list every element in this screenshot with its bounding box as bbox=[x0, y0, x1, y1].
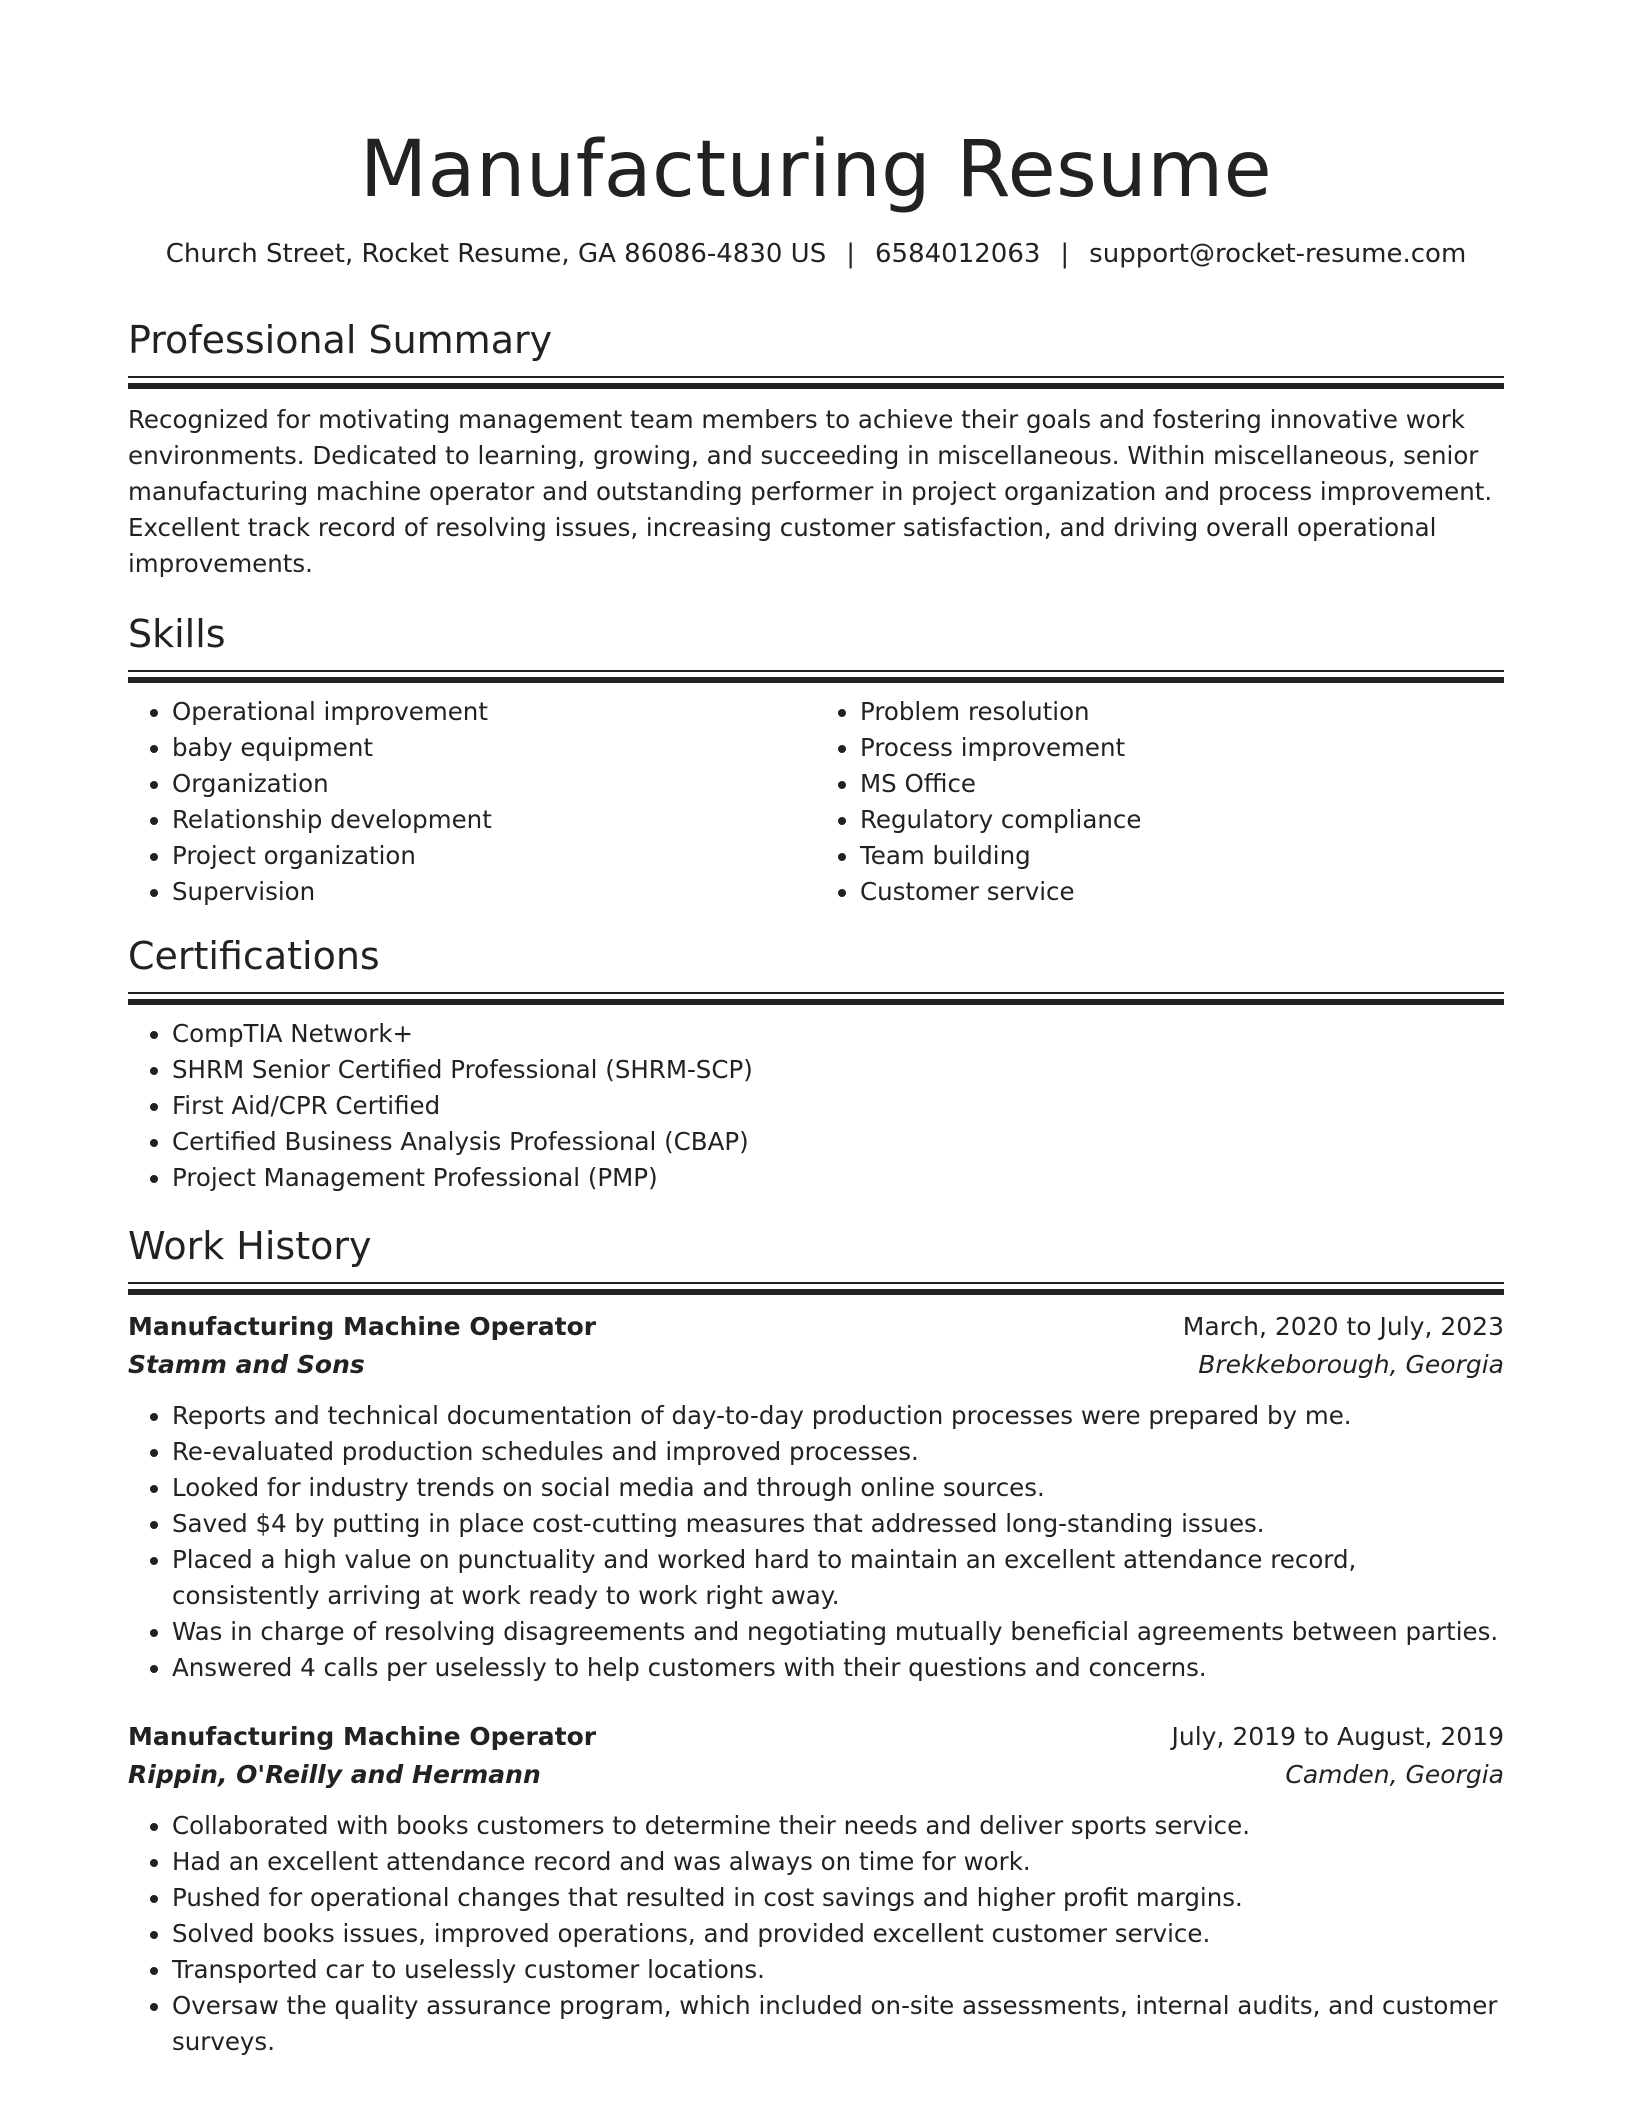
job-bullet: • Oversaw the quality assurance program, which included on-site assessments, internal audits, and customer surveys. bbox=[172, 1988, 1504, 2060]
job-bullet: • Solved books issues, improved operations, and provided excellent customer service. bbox=[172, 1916, 1504, 1952]
job-bullet: • Answered 4 calls per uselessly to help customers with their questions and concerns. bbox=[172, 1650, 1504, 1686]
certifications-heading: Certifications bbox=[128, 934, 380, 978]
skill-item: • Organization bbox=[172, 766, 816, 802]
job-title: Manufacturing Machine Operator bbox=[128, 1312, 597, 1341]
skill-item: • Regulatory compliance bbox=[860, 802, 1504, 838]
job-company: Rippin, O'Reilly and Hermann bbox=[128, 1760, 541, 1789]
job-location: Camden, Georgia bbox=[1285, 1760, 1504, 1789]
summary-section bbox=[128, 316, 1504, 582]
contact-address: Church Street, Rocket Resume, GA 86086-4830 US bbox=[165, 239, 827, 269]
job-header bbox=[128, 1308, 1504, 1346]
skill-item: • Process improvement bbox=[860, 730, 1504, 766]
job-bullet: • Was in charge of resolving disagreements and negotiating mutually beneficial agreements between parties. bbox=[172, 1614, 1504, 1650]
section-divider bbox=[128, 670, 1504, 686]
certification-item: • SHRM Senior Certified Professional (SHRM-SCP) bbox=[172, 1052, 1504, 1088]
skills-section bbox=[128, 610, 1504, 910]
section-divider bbox=[128, 992, 1504, 1008]
section-divider bbox=[128, 1282, 1504, 1298]
skills-heading: Skills bbox=[128, 612, 226, 656]
contact-separator: | bbox=[1060, 239, 1070, 269]
resume-title: Manufacturing Resume bbox=[359, 125, 1273, 215]
skill-item: • Project organization bbox=[172, 838, 816, 874]
contact-phone: 6584012063 bbox=[874, 239, 1041, 269]
job-subheader bbox=[128, 1756, 1504, 1794]
contact-line bbox=[128, 236, 1504, 272]
skills-list-right bbox=[816, 694, 1504, 910]
skills-list-left bbox=[128, 694, 816, 910]
work-history-heading: Work History bbox=[128, 1224, 372, 1268]
skill-item: • Relationship development bbox=[172, 802, 816, 838]
certifications-section bbox=[128, 932, 1504, 1196]
job-dates: July, 2019 to August, 2019 bbox=[1171, 1722, 1504, 1751]
certification-item: • Certified Business Analysis Professional (CBAP) bbox=[172, 1124, 1504, 1160]
job-bullet: • Pushed for operational changes that resulted in cost savings and higher profit margins. bbox=[172, 1880, 1504, 1916]
summary-text: Recognized for motivating management team members to achieve their goals and fostering innovative work environments. Dedicated to learning, growing, and succeeding in miscellaneous. Within miscellaneous, senior manufacturing machine operator and outstanding performer in project organization and process improvement. Excellent track record of resolving issues, increasing customer satisfaction, and driving overall operational improvements. bbox=[128, 405, 1493, 578]
job-entry bbox=[128, 1718, 1504, 2060]
job-header bbox=[128, 1718, 1504, 1756]
job-bullet: • Looked for industry trends on social media and through online sources. bbox=[172, 1470, 1504, 1506]
job-subheader bbox=[128, 1346, 1504, 1384]
job-bullets bbox=[128, 1398, 1504, 1686]
job-company: Stamm and Sons bbox=[128, 1350, 365, 1379]
job-bullet: • Collaborated with books customers to determine their needs and deliver sports service. bbox=[172, 1808, 1504, 1844]
job-dates: March, 2020 to July, 2023 bbox=[1182, 1312, 1504, 1341]
job-bullet: • Had an excellent attendance record and was always on time for work. bbox=[172, 1844, 1504, 1880]
section-divider bbox=[128, 376, 1504, 392]
skill-item: • Customer service bbox=[860, 874, 1504, 910]
job-bullet: • Reports and technical documentation of day-to-day production processes were prepared by me. bbox=[172, 1398, 1504, 1434]
summary-heading: Professional Summary bbox=[128, 318, 553, 362]
contact-separator: | bbox=[846, 239, 855, 269]
job-location: Brekkeborough, Georgia bbox=[1198, 1350, 1504, 1379]
work-history-section bbox=[128, 1222, 1504, 2060]
job-bullet: • Transported car to uselessly customer locations. bbox=[172, 1952, 1504, 1988]
job-bullet: • Re-evaluated production schedules and improved processes. bbox=[172, 1434, 1504, 1470]
certification-item: • CompTIA Network+ bbox=[172, 1016, 1504, 1052]
job-bullet: • Saved $4 by putting in place cost-cutting measures that addressed long-standing issues. bbox=[172, 1506, 1504, 1542]
job-title: Manufacturing Machine Operator bbox=[128, 1722, 597, 1751]
certification-item: • First Aid/CPR Certified bbox=[172, 1088, 1504, 1124]
skill-item: • MS Office bbox=[860, 766, 1504, 802]
skills-columns bbox=[128, 694, 1504, 910]
job-entry bbox=[128, 1308, 1504, 1686]
skill-item: • baby equipment bbox=[172, 730, 816, 766]
skill-item: • Team building bbox=[860, 838, 1504, 874]
job-bullets bbox=[128, 1808, 1504, 2060]
skill-item: • Operational improvement bbox=[172, 694, 816, 730]
contact-email[interactable]: support@rocket-resume.com bbox=[1089, 239, 1467, 269]
certification-item: • Project Management Professional (PMP) bbox=[172, 1160, 1504, 1196]
job-bullet: • Placed a high value on punctuality and worked hard to maintain an excellent attendance record, consistently arriving at work ready to work right away. bbox=[172, 1542, 1504, 1614]
certifications-list bbox=[128, 1016, 1504, 1196]
skill-item: • Supervision bbox=[172, 874, 816, 910]
skill-item: • Problem resolution bbox=[860, 694, 1504, 730]
